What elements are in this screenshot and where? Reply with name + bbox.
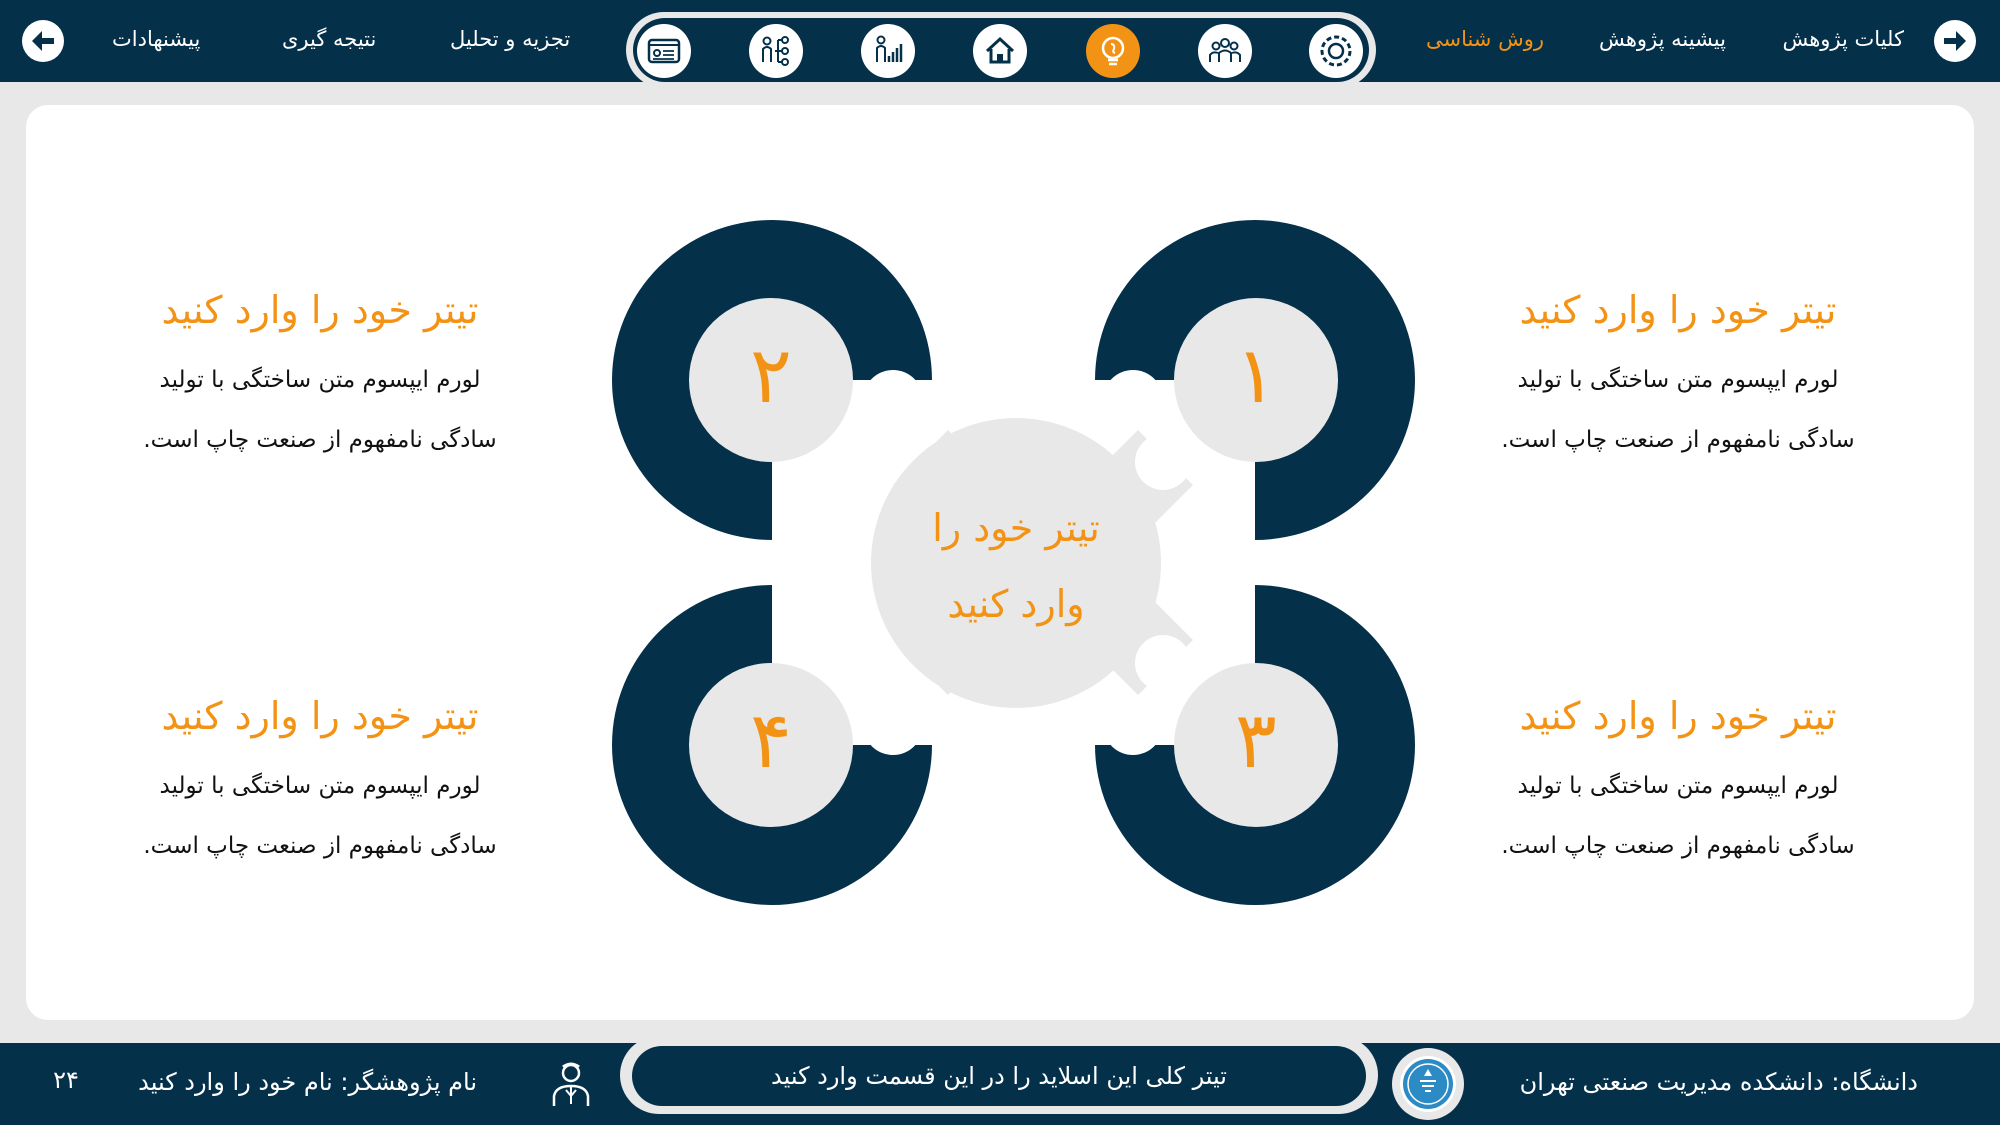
text-block-2 xyxy=(80,280,560,470)
nav-link-literature[interactable]: پیشینه پژوهش xyxy=(1599,27,1726,51)
university-name: دانشگاه: دانشکده مدیریت صنعتی تهران xyxy=(1519,1068,1918,1096)
text-block-4 xyxy=(80,686,560,876)
slide-title: تیتر کلی این اسلاید را در این قسمت وارد کنید xyxy=(771,1062,1227,1090)
step-number-4: ۴ xyxy=(750,696,792,786)
block-line-1: لورم ایپسوم متن ساختگی با تولید xyxy=(1517,773,1839,799)
researcher-name: نام پژوهشگر: نام خود را وارد کنید xyxy=(138,1068,477,1096)
university-logo-icon xyxy=(1378,1043,1478,1125)
center-title-line-1: تیتر خود را xyxy=(932,506,1100,550)
step-number-1: ۱ xyxy=(1235,331,1277,421)
block-line-2: سادگی نامفهوم از صنعت چاپ است. xyxy=(143,427,497,453)
center-title-line-2: وارد کنید xyxy=(947,582,1085,626)
block-title: تیتر خود را وارد کنید xyxy=(161,694,479,738)
text-block-3 xyxy=(1438,686,1918,876)
nav-link-suggestions[interactable]: پیشنهادات xyxy=(112,27,201,51)
step-number-2: ۲ xyxy=(750,331,792,421)
nav-link-analysis[interactable]: تجزیه و تحلیل xyxy=(450,27,571,51)
nav-link-conclusion[interactable]: نتیجه گیری xyxy=(282,27,377,51)
block-title: تیتر خود را وارد کنید xyxy=(1519,288,1837,332)
text-block-1 xyxy=(1438,280,1918,470)
block-line-1: لورم ایپسوم متن ساختگی با تولید xyxy=(1517,367,1839,393)
block-line-2: سادگی نامفهوم از صنعت چاپ است. xyxy=(1501,427,1855,453)
block-line-1: لورم ایپسوم متن ساختگی با تولید xyxy=(159,367,481,393)
block-line-1: لورم ایپسوم متن ساختگی با تولید xyxy=(159,773,481,799)
step-number-3: ۳ xyxy=(1235,696,1277,786)
block-title: تیتر خود را وارد کنید xyxy=(161,288,479,332)
block-title: تیتر خود را وارد کنید xyxy=(1519,694,1837,738)
block-line-2: سادگی نامفهوم از صنعت چاپ است. xyxy=(143,833,497,859)
page-number: ۲۴ xyxy=(53,1066,79,1094)
nav-link-methodology[interactable]: روش شناسی xyxy=(1425,27,1544,51)
block-line-2: سادگی نامفهوم از صنعت چاپ است. xyxy=(1501,833,1855,859)
researcher-avatar-icon xyxy=(548,1058,594,1108)
nav-link-overview[interactable]: کلیات پژوهش xyxy=(1782,27,1904,51)
center-title xyxy=(896,490,1136,642)
